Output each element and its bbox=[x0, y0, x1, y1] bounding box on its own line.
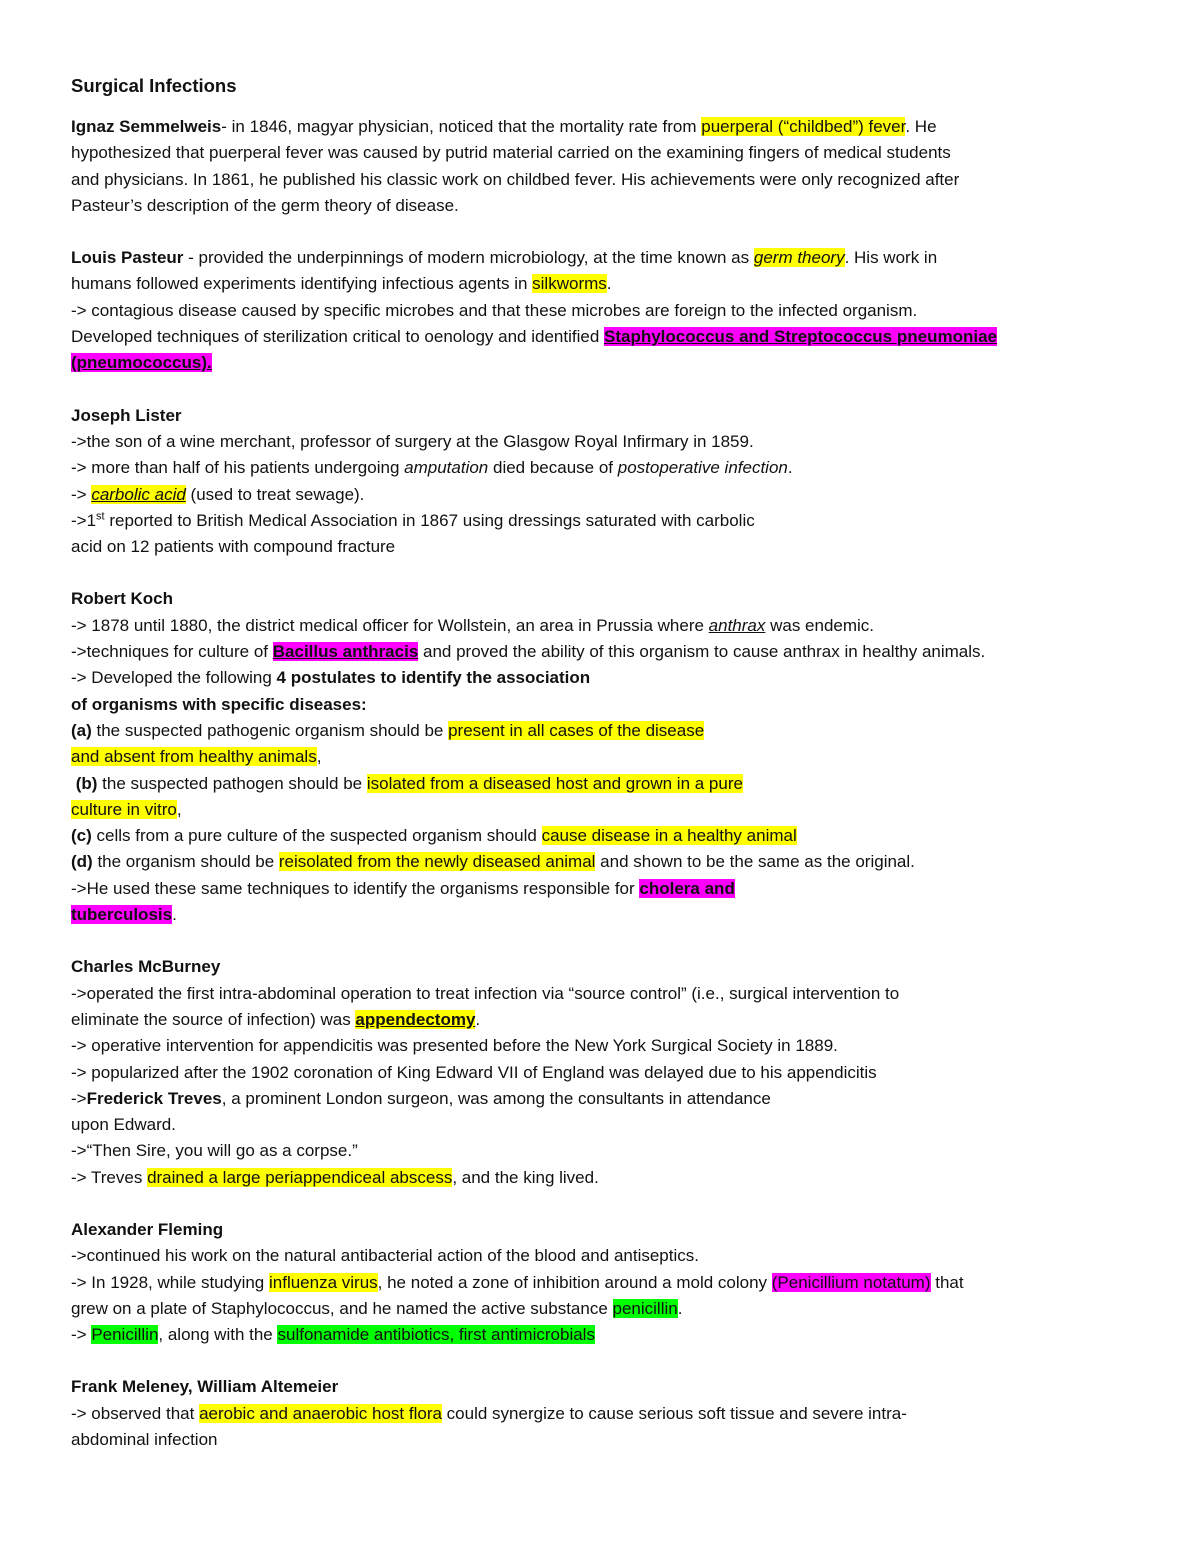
highlight-yellow: drained a large periappendiceal abscess bbox=[147, 1167, 453, 1187]
text: . bbox=[475, 1009, 481, 1029]
text-line bbox=[71, 876, 1151, 902]
bold-text: 4 postulates to identify the association bbox=[276, 668, 591, 688]
highlight-yellow: isolated from a diseased host and grown in a pure bbox=[366, 773, 743, 793]
text: , bbox=[176, 799, 182, 819]
text-line bbox=[71, 114, 1151, 140]
text: and shown to be the same as the original. bbox=[595, 852, 915, 872]
italic-term: amputation bbox=[404, 458, 489, 478]
highlight-magenta: cholera and bbox=[639, 878, 735, 898]
postulate-a bbox=[71, 718, 1151, 744]
postulate-label: (a) bbox=[71, 720, 92, 740]
text: . bbox=[677, 1298, 683, 1318]
text-line bbox=[71, 350, 1151, 376]
document-page bbox=[71, 72, 1151, 1479]
text-line bbox=[71, 324, 1151, 350]
highlight-magenta: (Penicillium notatum) bbox=[771, 1272, 931, 1292]
text: , a prominent London surgeon, was among the consultants in attendance bbox=[221, 1088, 771, 1108]
highlight-yellow: silkworms bbox=[532, 274, 607, 294]
highlight-yellow: reisolated from the newly diseased animal bbox=[278, 852, 596, 872]
text: , along with the bbox=[158, 1325, 278, 1345]
highlight-magenta: Bacillus anthracis bbox=[272, 642, 419, 662]
highlight-yellow: culture in vitro bbox=[71, 799, 177, 819]
italic-term: postoperative infection bbox=[617, 458, 788, 478]
section-semmelweis bbox=[71, 114, 1151, 219]
postulate-label: (d) bbox=[71, 852, 93, 872]
superscript: st bbox=[96, 510, 105, 523]
text-line bbox=[71, 1086, 1151, 1112]
highlight-yellow: carbolic acid bbox=[91, 484, 186, 504]
text: ->techniques for culture of bbox=[71, 642, 273, 662]
text-line bbox=[71, 665, 1151, 691]
text-line bbox=[71, 508, 1151, 534]
text: and proved the ability of this organism to cause anthrax in healthy animals. bbox=[418, 642, 986, 662]
highlight-yellow: cause disease in a healthy animal bbox=[541, 826, 797, 846]
highlight-yellow: puerperal (“childbed”) fever bbox=[701, 117, 906, 136]
highlight-yellow: appendectomy bbox=[355, 1009, 476, 1029]
postulate-d bbox=[71, 849, 1151, 875]
text: . His work in bbox=[844, 248, 938, 268]
text: (used to treat sewage). bbox=[185, 484, 365, 504]
person-name: Ignaz Semmelweis bbox=[71, 117, 222, 136]
text-line bbox=[71, 1296, 1151, 1322]
text: -> bbox=[71, 1325, 92, 1345]
text: -> Treves bbox=[71, 1167, 148, 1187]
text: that bbox=[930, 1272, 964, 1292]
highlight-yellow: present in all cases of the disease bbox=[448, 720, 705, 740]
text-line: upon Edward. bbox=[71, 1115, 176, 1135]
text: . bbox=[172, 905, 177, 925]
text: , and the king lived. bbox=[452, 1167, 599, 1187]
text-line: and physicians. In 1861, he published his classic work on childbed fever. His achievements were only recognized after bbox=[71, 169, 960, 189]
bold-text: Frederick Treves bbox=[86, 1088, 222, 1108]
text: -> observed that bbox=[71, 1403, 200, 1423]
person-name: Joseph Lister bbox=[71, 405, 182, 425]
text: . bbox=[787, 458, 793, 478]
text-line: -> operative intervention for appendicitis was presented before the New York Surgical Society in 1889. bbox=[71, 1036, 838, 1056]
highlight-green: Penicillin bbox=[91, 1325, 159, 1345]
section-pasteur bbox=[71, 245, 1151, 376]
text: ->1 bbox=[71, 510, 97, 530]
text-line: abdominal infection bbox=[71, 1430, 218, 1450]
text: . bbox=[606, 274, 612, 294]
person-name: Charles McBurney bbox=[71, 957, 221, 977]
text: eliminate the source of infection) was bbox=[71, 1009, 356, 1029]
text: grew on a plate of Staphylococcus, and he named the active substance bbox=[71, 1298, 613, 1318]
text: . He bbox=[905, 117, 937, 136]
postulate-c bbox=[71, 823, 1151, 849]
text: humans followed experiments identifying infectious agents in bbox=[71, 274, 533, 294]
text: died because of bbox=[488, 458, 618, 478]
text-line bbox=[71, 1270, 1151, 1296]
section-koch bbox=[71, 586, 1151, 928]
italic-term: anthrax bbox=[708, 615, 766, 635]
page-title: Surgical Infections bbox=[71, 75, 237, 96]
postulate-b bbox=[71, 771, 1151, 797]
text: reported to British Medical Association in 1867 using dressings saturated with carbolic bbox=[104, 510, 755, 530]
text-line: ->the son of a wine merchant, professor of surgery at the Glasgow Royal Infirmary in 1859. bbox=[71, 431, 754, 451]
text: -> bbox=[71, 1088, 87, 1108]
highlight-magenta: tuberculosis bbox=[71, 905, 173, 925]
text-line bbox=[71, 1007, 1151, 1033]
text-line: Pasteur’s description of the germ theory of disease. bbox=[71, 195, 459, 215]
text: -> 1878 until 1880, the district medical officer for Wollstein, an area in Prussia where bbox=[71, 615, 709, 635]
section-mcburney bbox=[71, 954, 1151, 1191]
text-line bbox=[71, 613, 1151, 639]
text-line bbox=[71, 455, 1151, 481]
text: cells from a pure culture of the suspected organism should bbox=[91, 826, 542, 846]
text-line bbox=[71, 744, 1151, 770]
text-line: ->continued his work on the natural antibacterial action of the blood and antiseptics. bbox=[71, 1246, 699, 1266]
text-line bbox=[71, 639, 1151, 665]
highlight-yellow: influenza virus bbox=[268, 1272, 378, 1292]
section-meleney-altemeier bbox=[71, 1374, 1151, 1453]
text-line bbox=[71, 902, 1151, 928]
text: -> bbox=[71, 484, 92, 504]
highlight-magenta: (pneumococcus). bbox=[71, 353, 212, 373]
text-line bbox=[71, 1165, 1151, 1191]
postulate-label: (c) bbox=[71, 826, 92, 846]
text-line bbox=[71, 1322, 1151, 1348]
text: Developed techniques of sterilization critical to oenology and identified bbox=[71, 327, 604, 347]
text-line bbox=[71, 482, 1151, 508]
text: the suspected pathogenic organism should be bbox=[91, 720, 449, 740]
text: -> Developed the following bbox=[71, 668, 277, 688]
person-name: Alexander Fleming bbox=[71, 1219, 224, 1239]
text-line: of organisms with specific diseases: bbox=[71, 694, 367, 714]
highlight-yellow: and absent from healthy animals bbox=[71, 747, 317, 767]
person-name: Robert Koch bbox=[71, 589, 173, 609]
highlight-green: penicillin bbox=[612, 1298, 678, 1318]
text: - provided the underpinnings of modern microbiology, at the time known as bbox=[183, 248, 754, 268]
text: ->He used these same techniques to identify the organisms responsible for bbox=[71, 878, 640, 898]
text: the organism should be bbox=[92, 852, 279, 872]
highlight-magenta: Staphylococcus and Streptococcus pneumoniae bbox=[604, 327, 997, 347]
text-line: ->operated the first intra-abdominal operation to treat infection via “source control” (i.e., surgical intervention to bbox=[71, 983, 900, 1003]
postulate-label: (b) bbox=[75, 773, 98, 793]
text: -> more than half of his patients undergoing bbox=[71, 458, 405, 478]
text: - in 1846, magyar physician, noticed that the mortality rate from bbox=[221, 117, 702, 136]
text-line: ->“Then Sire, you will go as a corpse.” bbox=[71, 1141, 358, 1161]
highlight-green: sulfonamide antibiotics, first antimicrobials bbox=[277, 1325, 595, 1345]
person-name: Louis Pasteur bbox=[71, 248, 184, 268]
text-line bbox=[71, 797, 1151, 823]
person-name: Frank Meleney, William Altemeier bbox=[71, 1377, 339, 1397]
text: was endemic. bbox=[765, 615, 875, 635]
text: could synergize to cause serious soft tissue and severe intra- bbox=[441, 1403, 907, 1423]
text: the suspected pathogen should be bbox=[97, 773, 367, 793]
highlight-yellow: germ theory bbox=[753, 248, 845, 268]
text: -> In 1928, while studying bbox=[71, 1272, 269, 1292]
text: , bbox=[316, 747, 322, 767]
text-line: -> contagious disease caused by specific microbes and that these microbes are foreign to the infected organism. bbox=[71, 300, 918, 320]
text-line bbox=[71, 1401, 1151, 1427]
text-line: -> popularized after the 1902 coronation of King Edward VII of England was delayed due to his appendicitis bbox=[71, 1062, 877, 1082]
section-fleming bbox=[71, 1217, 1151, 1348]
text-line bbox=[71, 245, 1151, 271]
text-line: acid on 12 patients with compound fracture bbox=[71, 537, 396, 557]
text-line bbox=[71, 271, 1151, 297]
section-lister bbox=[71, 403, 1151, 561]
text: , he noted a zone of inhibition around a mold colony bbox=[377, 1272, 772, 1292]
text-line: hypothesized that puerperal fever was caused by putrid material carried on the examining fingers of medical students bbox=[71, 143, 951, 163]
highlight-yellow: aerobic and anaerobic host flora bbox=[199, 1403, 442, 1423]
